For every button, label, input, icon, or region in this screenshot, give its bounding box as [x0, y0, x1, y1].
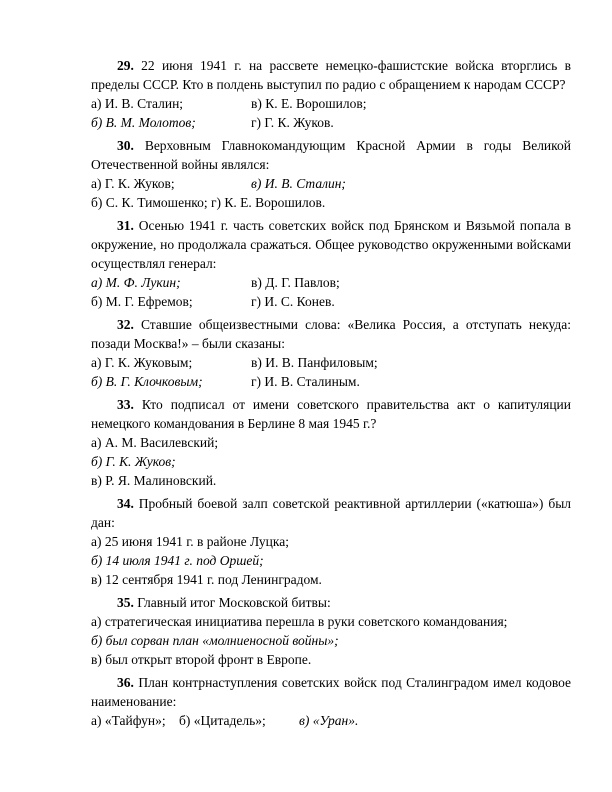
- question-number: 36.: [117, 675, 134, 690]
- option-v-correct: в) «Уран».: [299, 713, 359, 728]
- question-33: [91, 395, 571, 490]
- question-36: [91, 673, 571, 730]
- option-a: а) И. В. Сталин;: [91, 96, 184, 111]
- question-number: 35.: [117, 595, 134, 610]
- option-a: а) стратегическая инициатива перешла в руки советского командования;: [91, 614, 508, 629]
- option-v: в) Р. Я. Малиновский.: [91, 473, 217, 488]
- option-b-correct: б) Г. К. Жуков;: [91, 454, 176, 469]
- question-text: [91, 136, 571, 174]
- question-30: [91, 136, 571, 212]
- options-row: [91, 174, 571, 193]
- question-text: [91, 673, 571, 711]
- option-v: в) И. В. Панфиловым;: [251, 355, 378, 370]
- options-row: [91, 292, 571, 311]
- question-29: [91, 56, 571, 132]
- question-number: 32.: [117, 317, 134, 332]
- options-row: [91, 372, 571, 391]
- option-v: в) К. Е. Ворошилов;: [251, 96, 367, 111]
- option-a: а) А. М. Василевский;: [91, 435, 219, 450]
- option-v: в) Д. Г. Павлов;: [251, 275, 340, 290]
- question-number: 29.: [117, 58, 134, 73]
- question-number: 30.: [117, 138, 134, 153]
- question-body: Осенью 1941 г. часть советских войск под Брянском и Вязьмой попала в окружение, но продолжала сражаться. Общее руководство окруженными войсками осуществлял генерал:: [91, 218, 572, 271]
- option-a: а) «Тайфун»;: [91, 713, 166, 728]
- question-body: Верховным Главнокомандующим Красной Армии в годы Великой Отечественной войны являлся:: [91, 138, 572, 172]
- options-row: [91, 273, 571, 292]
- options-row: [91, 193, 571, 212]
- question-number: 31.: [117, 218, 134, 233]
- question-text: [91, 216, 571, 273]
- option-v: в) был открыт второй фронт в Европе.: [91, 652, 312, 667]
- option-b-correct: б) В. М. Молотов;: [91, 115, 196, 130]
- option-v-correct: в) И. В. Сталин;: [251, 176, 346, 191]
- question-32: [91, 315, 571, 391]
- option-b: б) «Цитадель»;: [179, 713, 266, 728]
- question-text: [91, 494, 571, 532]
- question-number: 33.: [117, 397, 134, 412]
- option-g: г) И. С. Конев.: [251, 294, 335, 309]
- options-row: [91, 113, 571, 132]
- question-number: 34.: [117, 496, 134, 511]
- options-row: [91, 711, 571, 730]
- option-a: а) Г. К. Жуков;: [91, 176, 175, 191]
- option-b: б) С. К. Тимошенко;: [91, 195, 208, 210]
- question-31: [91, 216, 571, 311]
- option-a: а) Г. К. Жуковым;: [91, 355, 193, 370]
- question-text: [91, 315, 571, 353]
- option-g: г) И. В. Сталиным.: [251, 374, 360, 389]
- question-text: [91, 56, 571, 94]
- option-g: г) Г. К. Жуков.: [251, 115, 334, 130]
- question-body: 22 июня 1941 г. на рассвете немецко-фашистские войска вторглись в пределы СССР. Кто в полдень выступил по радио с обращением к народам СССР?: [91, 58, 571, 92]
- question-body: План контрнаступления советских войск под Сталинградом имел кодовое наименование:: [91, 675, 572, 709]
- option-b-correct: б) был сорван план «молниеносной войны»;: [91, 633, 339, 648]
- option-v: в) 12 сентября 1941 г. под Ленинградом.: [91, 572, 322, 587]
- question-34: [91, 494, 571, 589]
- option-b-correct: б) 14 июля 1941 г. под Оршей;: [91, 553, 264, 568]
- question-body: Главный итог Московской битвы:: [137, 595, 331, 610]
- options-row: [91, 353, 571, 372]
- options-row: [91, 94, 571, 113]
- option-g: г) К. Е. Ворошилов.: [211, 195, 326, 210]
- question-body: Ставшие общеизвестными слова: «Велика Россия, а отступать некуда: позади Москва!» – были сказаны:: [91, 317, 571, 351]
- question-body: Пробный боевой залп советской реактивной артиллерии («катюша») был дан:: [91, 496, 571, 530]
- test-content: [91, 56, 571, 734]
- question-body: Кто подписал от имени советского правительства акт о капитуляции немецкого командования в Берлине 8 мая 1945 г.?: [91, 397, 572, 431]
- question-text: [91, 395, 571, 433]
- option-a: а) 25 июня 1941 г. в районе Луцка;: [91, 534, 289, 549]
- question-35: [91, 593, 571, 669]
- option-b-correct: б) В. Г. Клочковым;: [91, 374, 203, 389]
- option-a-correct: а) М. Ф. Лукин;: [91, 275, 181, 290]
- question-text: [91, 593, 571, 612]
- option-b: б) М. Г. Ефремов;: [91, 294, 193, 309]
